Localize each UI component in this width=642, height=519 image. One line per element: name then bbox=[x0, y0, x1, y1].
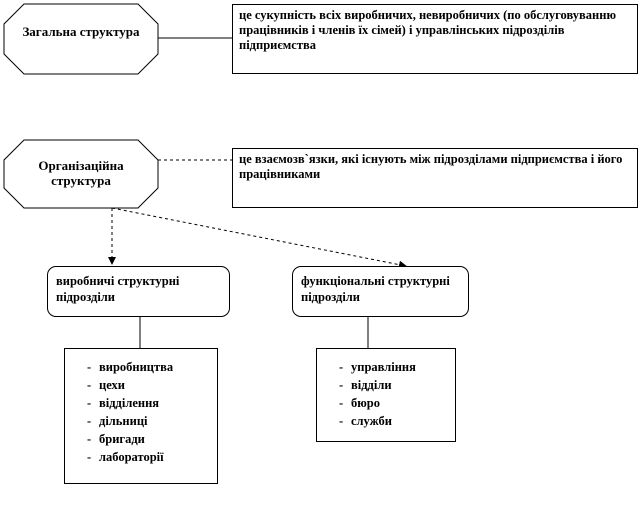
functional-units-list bbox=[316, 348, 456, 442]
list-item: - виробництва bbox=[87, 360, 174, 374]
list-item: - служби bbox=[339, 414, 392, 428]
production-units-list bbox=[64, 348, 218, 484]
list-item: - лабораторії bbox=[87, 450, 164, 464]
functional-units-box: функціональні структурні підрозділи bbox=[292, 266, 469, 317]
general-structure-label: Загальна структура bbox=[22, 24, 140, 39]
list-item: - бюро bbox=[339, 396, 381, 410]
arrow-to-functional-units bbox=[112, 208, 406, 266]
list-item: - відділення bbox=[87, 396, 160, 410]
organizational-structure-definition: це взаємозв`язки, які існують між підрозділами підприємства і його працівниками bbox=[232, 148, 638, 208]
organizational-structure-label: Організаційна структура bbox=[38, 158, 124, 188]
general-structure-octagon bbox=[4, 4, 158, 74]
production-units-box: виробничі структурні підрозділи bbox=[47, 266, 230, 317]
list-item: - управління bbox=[339, 360, 416, 374]
list-item: - цехи bbox=[87, 378, 125, 392]
list-item: - відділи bbox=[339, 378, 392, 392]
list-item: - бригади bbox=[87, 432, 145, 446]
list-item: - дільниці bbox=[87, 414, 148, 428]
general-structure-definition: це сукупність всіх виробничих, невиробничих (по обслуговуванню працівників і членів їх сімей) і управлінських підрозділів підприємства bbox=[232, 4, 638, 74]
